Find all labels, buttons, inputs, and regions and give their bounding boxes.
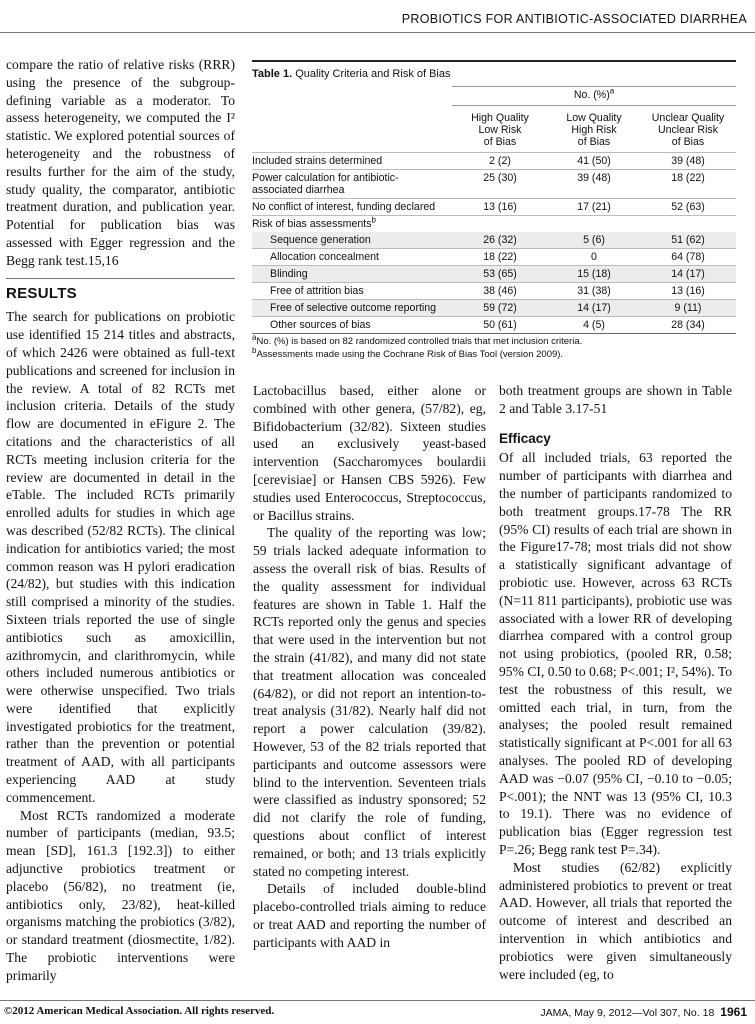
efficacy-heading: Efficacy xyxy=(499,430,551,446)
table-row: Risk of bias assessments$^b$ xyxy=(252,216,736,233)
table-row: Power calculation for antibiotic-associated diarrhea 25 (30) 39 (48) 18 (22) xyxy=(252,170,736,199)
tables-reference-paragraph: both treatment groups are shown in Table 2 and Table 3.17-51 xyxy=(499,383,732,416)
column-1 xyxy=(6,56,235,985)
col-head-low: Low Quality High Risk of Bias xyxy=(566,112,622,148)
results-heading: RESULTS xyxy=(6,284,77,302)
probiotic-types-paragraph: Lactobacillus based, either alone or combined with other genera, (57/82), eg, Bifidobacterium (32/82). Sixteen studies used an exclusively yeast-based intervention (Saccharomyces boulardii [cerevisiae] or Hansen CBS 5926). Few studies used Enterococcus, Streptococcus, or Bacillus strains. xyxy=(253,383,486,523)
column-3 xyxy=(499,382,732,983)
prevention-paragraph: Most studies (62/82) explicitly administered probiotics to prevent or treat AAD. However, all trials that reported the outcome of interest and described an intervention in which antibiotics and probiotics were given simultaneously were included (eg, to xyxy=(499,859,732,982)
methods-paragraph-end: compare the ratio of relative risks (RRR) using the presence of the subgroup-defining variable as a moderator. To assess heterogeneity, we computed the I² statistic. We explored potential sources of heterogeneity and the robustness of results further for the aim of the study, study quality, the comparator, antibiotic treatment duration, and publication year. Potential for publication bias was assessed with Egger regression and the Begg rank test.15,16 xyxy=(6,57,235,268)
table-row: Allocation concealment 18 (22) 0 64 (78) xyxy=(252,249,736,266)
table-row: No conflict of interest, funding declared 13 (16) 17 (21) 52 (63) xyxy=(252,199,736,216)
table-footnote-a: $^a$No. (%) is based on 82 randomized controlled trials that met inclusion criteria. xyxy=(252,332,583,347)
column-2 xyxy=(253,382,486,952)
randomization-paragraph: Most RCTs randomized a moderate number of participants (median, 93.5; mean [SD], 161.3 [192.3]) to either adjunctive probiotics treatment or placebo (56/82), no treatment (ie, antibiotics only, 23/82), heat-killed organisms matching the probiotics (3/82), or standard treatment (diosmectite, 1/82). The probiotic interventions were primarily xyxy=(6,807,235,983)
col-head-unclear: Unclear Quality Unclear Risk of Bias xyxy=(651,112,725,148)
table-title xyxy=(252,60,736,86)
group-header: No. (%)$^a$ xyxy=(452,87,736,106)
footer-rule xyxy=(0,1000,755,1001)
reporting-quality-paragraph: The quality of the reporting was low; 59 trials lacked adequate information to assess the overall risk of bias. Results of the quality assessment for individual features are shown in Table 1. Half the RCTs reported only the genus and species that were used in the intervention but not the strain (41/82), and many did not state that treatment allocation was concealed (64/82), or did not report an intention-to-treat analysis (31/82). Nearly half did not report a power calculation (39/82). However, 53 of the 82 trials reported that participants and outcome assessors were blind to the intervention. Seventeen trials were classified as industry sponsored; 52 did not clarify the role of funding, questions about conflict of interest remained, or both; and 13 trials explicitly stated no competing interest. xyxy=(253,525,486,879)
table-footnote-b: $^b$Assessments made using the Cochrane Risk of Bias Tool (version 2009). xyxy=(252,345,564,360)
table-row: Free of attrition bias 38 (46) 31 (38) 13 (16) xyxy=(252,283,736,300)
section-rule xyxy=(6,278,235,279)
header-rule xyxy=(0,32,755,33)
table-1 xyxy=(252,60,736,360)
results-paragraph: The search for publications on probiotic use identified 15 214 titles and abstracts, of which 2426 were obtained as full-text publications and screened for inclusion in the review. A total of 82 RCTs met inclusion criteria. Details of the study flow are documented in eFigure 2. The citations and the characteristics of all RCTs meeting inclusion criteria for the review are documented in detail in the eTable. The included RCTs primarily enrolled adults for studies in which age was described (52/82 RCTs). The clinical indication for antibiotics varied; the most common reason was H pylori eradication (24/82), but studies with this indication still comprised a minority of the studies. Sixteen trials reported the use of single antibiotics such as amoxicillin, azithromycin, and clarithromycin, while others included numerous antibiotics or were otherwise unspecified. Two trials were identified that explicitly investigated probiotics for the treatment, rather than the prevention or potential treatment of AAD, with all participants experiencing AAD at study commencement. xyxy=(6,309,235,805)
table-label: Table 1. xyxy=(252,68,293,80)
table-row: Other sources of bias 50 (61) 4 (5) 28 (34) xyxy=(252,317,736,334)
table-bottom-rule xyxy=(252,333,736,334)
trial-details-paragraph: Details of included double-blind placebo-controlled trials aiming to reduce or treat AAD and reporting the number of participants with AAD in xyxy=(253,881,486,950)
copyright-notice: ©2012 American Medical Association. All rights reserved. xyxy=(4,1005,275,1017)
quality-table xyxy=(252,86,736,333)
table-row: Free of selective outcome reporting 59 (72) 14 (17) 9 (11) xyxy=(252,300,736,317)
table-row: Included strains determined 2 (2) 41 (50) 39 (48) xyxy=(252,153,736,170)
journal-citation xyxy=(540,1005,747,1019)
table-row: Blinding 53 (65) 15 (18) 14 (17) xyxy=(252,266,736,283)
page-number: 1961 xyxy=(720,1005,747,1019)
running-header: PROBIOTICS FOR ANTIBIOTIC-ASSOCIATED DIARRHEA xyxy=(401,12,747,26)
table-row: Sequence generation 26 (32) 5 (6) 51 (62) xyxy=(252,232,736,249)
citation-text: JAMA, May 9, 2012—Vol 307, No. 18 xyxy=(540,1007,715,1019)
efficacy-paragraph: Of all included trials, 63 reported the number of participants with diarrhea and the number of participants randomized to both treatment groups.17-78 The RR (95% CI) results of each trial are shown in the Figure17-78; most trials did not show a statistically significant advantage of probiotic use. However, across 63 RCTs (N=11 811 participants), probiotic use was associated with a lower RR of developing diarrhea compared with a control group not using probiotics, (pooled RR, 0.58; 95% CI, 0.50 to 0.68; P<.001; I², 54%). To test the robustness of this result, we omitted each trial, in turn, from the analyses; the pooled result remained statistically significant at P<.001 for all 63 analyses. The pooled RD of developing AAD was −0.07 (95% CI, −0.10 to −0.05; P<.001); the NNT was 13 (95% CI, 10.3 to 19.1). There was no evidence of publication bias (Egger regression test P=.26; Begg rank test P=.34). xyxy=(499,450,732,857)
col-head-high: High Quality Low Risk of Bias xyxy=(471,112,529,148)
table-title-text: Quality Criteria and Risk of Bias xyxy=(295,68,451,80)
